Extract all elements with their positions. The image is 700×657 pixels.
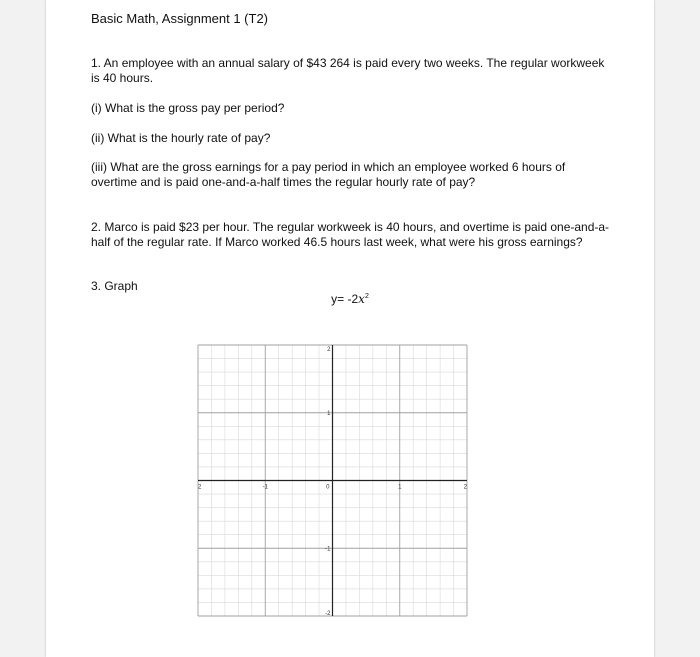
y-tick-label: -2 bbox=[325, 611, 331, 617]
equation-exponent: 2 bbox=[364, 293, 369, 300]
equation-prefix: y= -2 bbox=[331, 292, 359, 306]
question-3: 3. Graph bbox=[91, 279, 138, 293]
question-2: 2. Marco is paid $23 per hour. The regular workweek is 40 hours, and overtime is paid one-and-a-half of the regular rate. If Marco worked 46.5 hours last week, what were his gross earnings? bbox=[91, 220, 610, 249]
x-tick-label: 2 bbox=[198, 484, 202, 491]
question-1-part-iii: (iii) What are the gross earnings for a pay period in which an employee worked 6 hours of overtime and is paid one-and-a-half times the regular hourly rate of pay? bbox=[91, 160, 566, 189]
y-tick-label: -1 bbox=[325, 546, 331, 553]
equation-variable: x bbox=[358, 292, 365, 306]
graph-equation bbox=[46, 292, 654, 306]
y-tick-label: 2 bbox=[327, 347, 331, 353]
y-tick-label: 1 bbox=[327, 410, 331, 417]
x-tick-label: 2 bbox=[463, 484, 467, 491]
x-tick-label: -1 bbox=[262, 484, 268, 491]
question-1: 1. An employee with an annual salary of $43 264 is paid every two weeks. The regular workweek is 40 hours. bbox=[91, 56, 605, 85]
question-1-part-i: (i) What is the gross pay per period? bbox=[91, 101, 285, 115]
question-1-part-ii: (ii) What is the hourly rate of pay? bbox=[91, 131, 271, 145]
x-tick-label: 1 bbox=[398, 484, 402, 491]
x-tick-label: 0 bbox=[326, 484, 330, 491]
assignment-title: Basic Math, Assignment 1 (T2) bbox=[91, 11, 269, 26]
document-page bbox=[46, 0, 654, 657]
coordinate-grid bbox=[195, 342, 470, 619]
